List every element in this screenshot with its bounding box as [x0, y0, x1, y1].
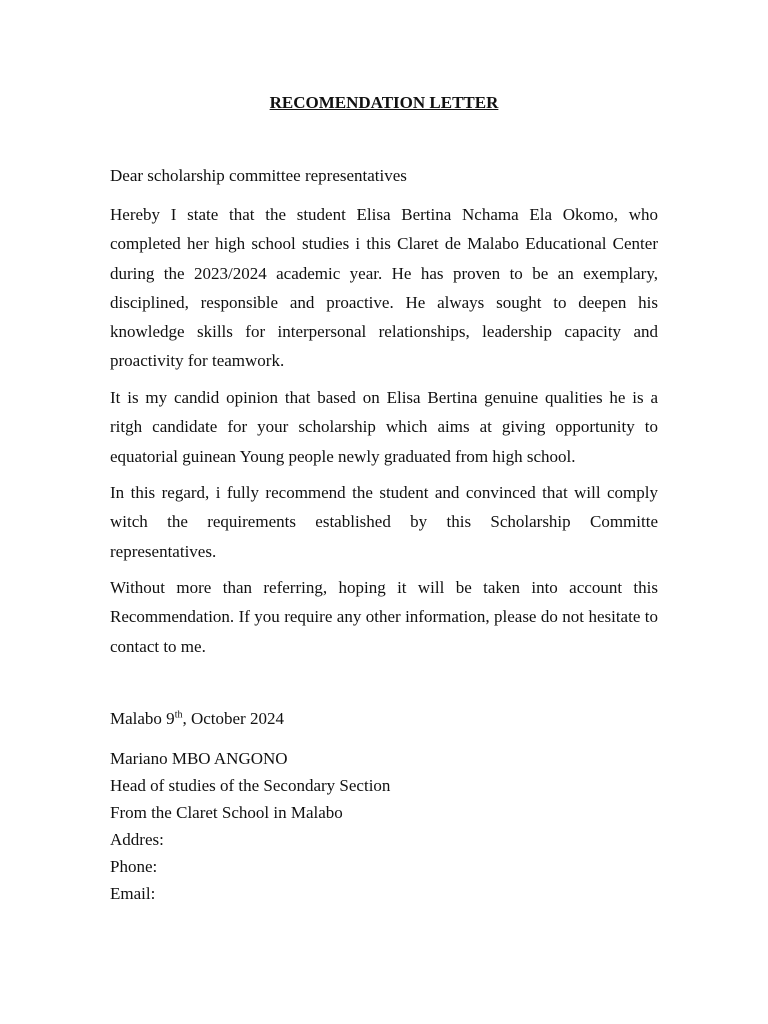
email-label: Email:: [110, 884, 156, 903]
paragraph-4: Without more than referring, hoping it will be taken into account this Recommendation. If you require any other information, please do not hesitate to contact to me.: [110, 578, 658, 656]
signatory-position: Head of studies of the Secondary Section: [110, 776, 391, 795]
phone-label: Phone:: [110, 857, 158, 876]
salutation: Dear scholarship committee representatives: [110, 166, 407, 185]
date-line: [110, 708, 284, 730]
paragraph-1: Hereby I state that the student Elisa Bertina Nchama Ela Okomo, who completed her high school studies i this Claret de Malabo Educational Center during the 2023/2024 academic year. He has proven to be an exemplary, disciplined, responsible and proactive. He always sought to deepen his knowledge skills for interpersonal relationships, leadership capacity and proactivity for teamwork.: [110, 205, 658, 371]
address-label: Addres:: [110, 830, 164, 849]
date-day-suffix: th: [174, 709, 183, 721]
paragraph-3: In this regard, i fully recommend the student and convinced that will comply witch the requirements established by this Scholarship Committe representatives.: [110, 483, 658, 561]
signature-block: [110, 745, 390, 907]
date-place-day: Malabo 9: [110, 709, 175, 728]
letter-title: RECOMENDATION LETTER: [269, 93, 499, 112]
signatory-name: Mariano MBO ANGONO: [110, 749, 288, 768]
date-month-year: , October 2024: [182, 709, 284, 728]
signatory-institution: From the Claret School in Malabo: [110, 803, 343, 822]
paragraph-2: It is my candid opinion that based on Elisa Bertina genuine qualities he is a ritgh candidate for your scholarship which aims at giving opportunity to equatorial guinean Young people newly graduated from high school.: [110, 388, 658, 466]
